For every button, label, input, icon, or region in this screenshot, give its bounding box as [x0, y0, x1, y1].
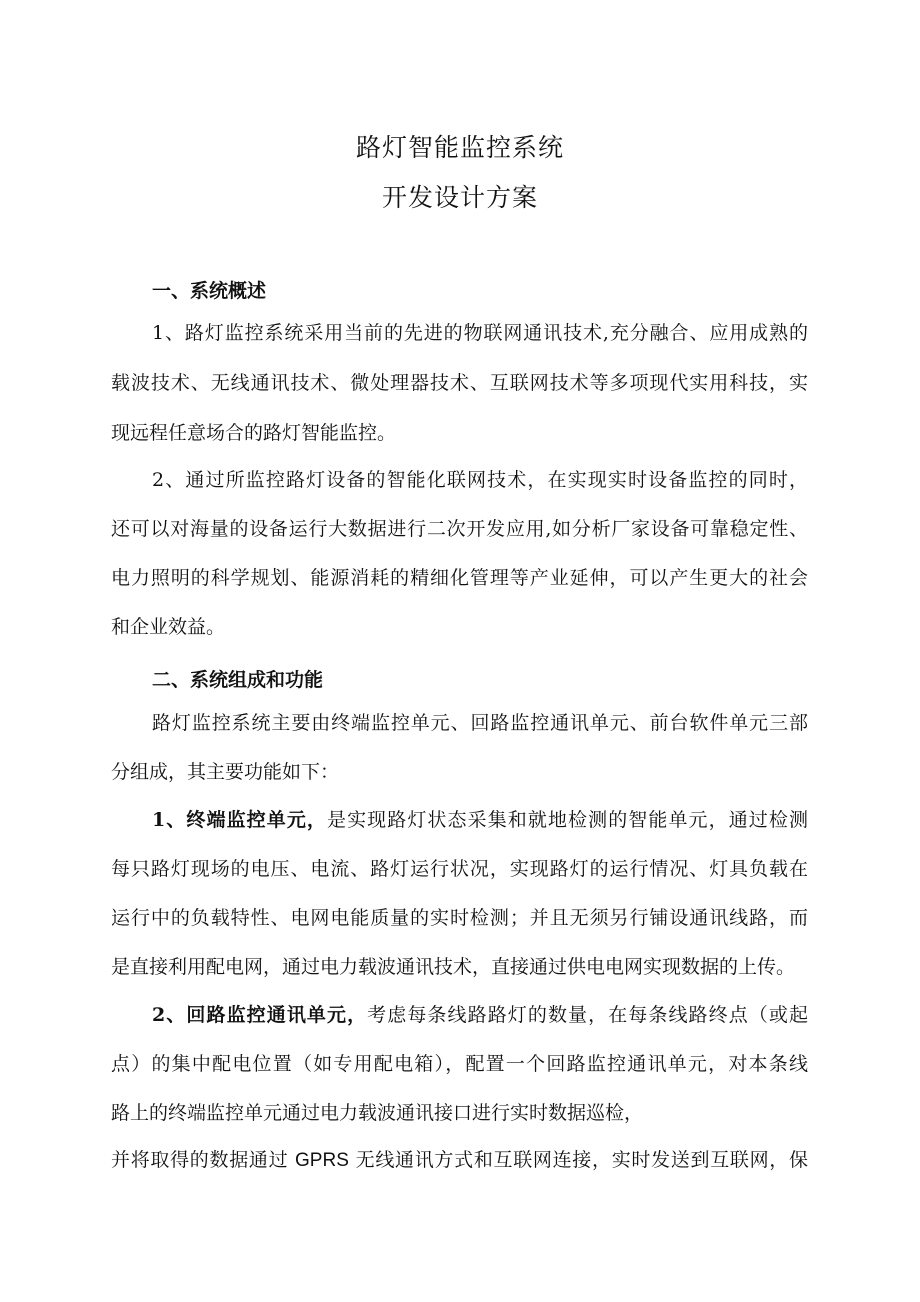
- item-text: 是实现路灯状态采集和就地检测的智能单元，通过检测: [327, 809, 808, 831]
- paragraph-line: 点）的集中配电位置（如专用配电箱），配置一个回路监控通讯单元，对本条线: [111, 1053, 808, 1075]
- paragraph-line: 运行中的负载特性、电网电能质量的实时检测；并且无须另行铺设通讯线路，而: [111, 907, 808, 929]
- item-terminal-unit-first-line: [152, 811, 808, 830]
- item-label: 2、回路监控通讯单元，: [152, 1004, 368, 1026]
- paragraph-line: 是直接利用配电网，通过电力载波通讯技术，直接通过供电电网实现数据的上传。: [111, 956, 796, 978]
- paragraph-line: 路上的终端监控单元通过电力载波通讯接口进行实时数据巡检，: [111, 1102, 644, 1124]
- paragraph-line: 现远程任意场合的路灯智能监控。: [111, 422, 397, 444]
- section-heading-composition: 二、系统组成和功能: [152, 669, 324, 691]
- document-title: 路灯智能监控系统: [355, 133, 564, 162]
- line-text: 无线通讯方式和互联网连接，实时发送到互联网，保: [348, 1149, 808, 1171]
- item-loop-unit-first-line: [152, 1006, 808, 1025]
- paragraph-line: 分组成，其主要功能如下：: [111, 761, 340, 783]
- item-text: 考虑每条线路路灯的数量，在每条线路终点（或起: [367, 1004, 808, 1026]
- paragraph-line: 还可以对海量的设备运行大数据进行二次开发应用,如分析厂家设备可靠稳定性、: [111, 518, 808, 540]
- item-label: 1、终端监控单元，: [152, 809, 327, 831]
- section-heading-overview: 一、系统概述: [152, 280, 267, 302]
- paragraph-line: 电力照明的科学规划、能源消耗的精细化管理等产业延伸，可以产生更大的社会: [111, 567, 808, 589]
- paragraph-line: 和企业效益。: [111, 616, 226, 638]
- line-text: 并将取得的数据通过: [111, 1149, 296, 1171]
- document-subtitle: 开发设计方案: [381, 183, 538, 212]
- paragraph-line-gprs: [111, 1151, 808, 1170]
- paragraph-line: 2、通过所监控路灯设备的智能化联网技术，在实现实时设备监控的同时，: [152, 469, 808, 491]
- gprs-term: GPRS: [295, 1150, 349, 1171]
- paragraph-line: 路灯监控系统主要由终端监控单元、回路监控通讯单元、前台软件单元三部: [152, 712, 808, 734]
- paragraph-line: 1、路灯监控系统采用当前的先进的物联网通讯技术,充分融合、应用成熟的: [152, 322, 808, 344]
- paragraph-line: 载波技术、无线通讯技术、微处理器技术、互联网技术等多项现代实用科技，实: [111, 372, 808, 394]
- paragraph-line: 每只路灯现场的电压、电流、路灯运行状况，实现路灯的运行情况、灯具负载在: [111, 858, 808, 880]
